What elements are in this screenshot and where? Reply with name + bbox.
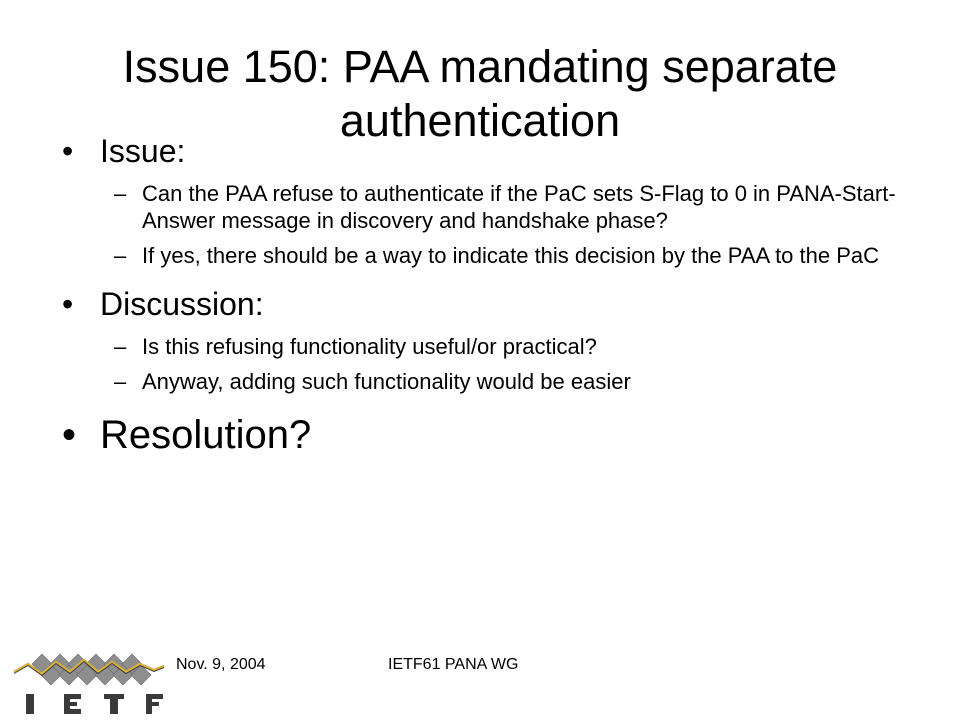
logo-letters — [26, 694, 163, 714]
footer-date: Nov. 9, 2004 — [176, 656, 266, 673]
bullet-discussion-heading: Discussion: — [100, 286, 264, 322]
bullet-glyph: • — [62, 286, 74, 322]
issue-subitems — [62, 180, 922, 269]
bullet-resolution — [62, 409, 922, 461]
dash-glyph: – — [114, 243, 127, 268]
slide-title: Issue 150: PAA mandating separate authentication — [122, 41, 838, 146]
sub-item-text: Can the PAA refuse to authenticate if the PaC sets S-Flag to 0 in PANA-Start-Answer message in discovery and handshake phase? — [142, 181, 896, 233]
ietf-logo — [8, 642, 168, 720]
bullet-issue — [62, 130, 922, 172]
bullet-resolution-heading: Resolution? — [100, 413, 312, 457]
sub-item — [62, 180, 922, 234]
bullet-glyph: • — [62, 413, 77, 457]
sub-item-text: Anyway, adding such functionality would be easier — [142, 369, 631, 394]
sub-item — [62, 242, 922, 269]
bullet-issue-heading: Issue: — [100, 133, 186, 169]
sub-item-text: If yes, there should be a way to indicate this decision by the PAA to the PaC — [142, 243, 880, 268]
footer-center-text: IETF61 PANA WG — [388, 656, 519, 673]
discussion-subitems — [62, 333, 922, 395]
sub-item-text: Is this refusing functionality useful/or practical? — [142, 334, 597, 359]
sub-item — [62, 368, 922, 395]
dash-glyph: – — [114, 369, 127, 394]
bullet-discussion — [62, 283, 922, 325]
dash-glyph: – — [114, 181, 127, 206]
dash-glyph: – — [114, 334, 127, 359]
sub-item — [62, 333, 922, 360]
slide-body — [62, 130, 922, 461]
bullet-glyph: • — [62, 133, 74, 169]
